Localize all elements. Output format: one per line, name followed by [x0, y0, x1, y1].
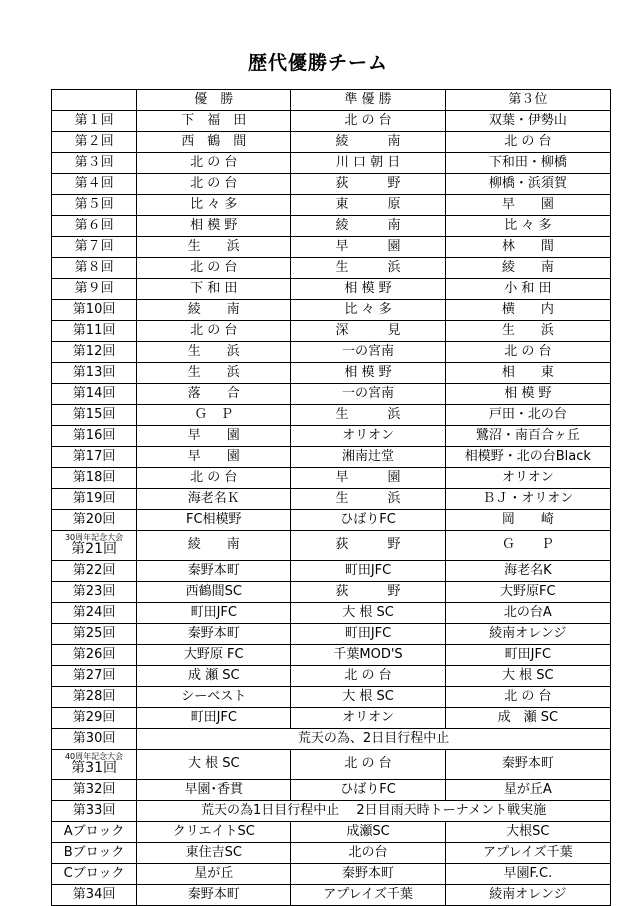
round-cell: [52, 750, 137, 780]
round-cell: 第33回: [52, 801, 137, 822]
runner-up-cell: 早 園: [291, 237, 445, 258]
runner-up-cell: アプレイズ千葉: [291, 885, 445, 906]
header-runner-up: 準 優 勝: [291, 90, 445, 111]
table-row: [52, 645, 611, 666]
table-row: [52, 687, 611, 708]
winner-cell: 早 園: [137, 426, 291, 447]
runner-up-cell: 比 々 多: [291, 300, 445, 321]
third-place-cell: 早 園: [445, 195, 610, 216]
third-place-cell: 鷺沼・南百合ヶ丘: [445, 426, 610, 447]
table-row: [52, 624, 611, 645]
runner-up-cell: 秦野本町: [291, 864, 445, 885]
table-row: [52, 801, 611, 822]
winner-cell: 下 福 田: [137, 111, 291, 132]
round-cell: 第34回: [52, 885, 137, 906]
round-cell: 第２回: [52, 132, 137, 153]
winner-cell: 北 の 台: [137, 153, 291, 174]
winner-cell: 町田JFC: [137, 603, 291, 624]
round-cell: 第20回: [52, 510, 137, 531]
round-cell: 第16回: [52, 426, 137, 447]
winner-cell: 秦野本町: [137, 885, 291, 906]
winner-cell: シーベスト: [137, 687, 291, 708]
winner-cell: 綾 南: [137, 300, 291, 321]
runner-up-cell: 荻 野: [291, 531, 445, 561]
merged-note-cell: 荒天の為1日目行程中止 2日目雨天時トーナメント戦実施: [137, 801, 611, 822]
table-row: [52, 468, 611, 489]
runner-up-cell: 荻 野: [291, 582, 445, 603]
runner-up-cell: 綾 南: [291, 132, 445, 153]
third-place-cell: 生 浜: [445, 321, 610, 342]
table-row: [52, 822, 611, 843]
winner-cell: 早園･香貫: [137, 780, 291, 801]
round-cell: 第17回: [52, 447, 137, 468]
table-row: [52, 237, 611, 258]
round-cell: 第11回: [52, 321, 137, 342]
runner-up-cell: 生 浜: [291, 405, 445, 426]
third-place-cell: 北の台A: [445, 603, 610, 624]
table-row: [52, 729, 611, 750]
runner-up-cell: 北 の 台: [291, 666, 445, 687]
table-row: [52, 384, 611, 405]
table-row: [52, 708, 611, 729]
runner-up-cell: 千葉MOD'S: [291, 645, 445, 666]
winner-cell: 北 の 台: [137, 258, 291, 279]
winner-cell: 北 の 台: [137, 468, 291, 489]
runner-up-cell: 川 口 朝 日: [291, 153, 445, 174]
runner-up-cell: 早 園: [291, 468, 445, 489]
third-place-cell: 海老名K: [445, 561, 610, 582]
winner-cell: 相 模 野: [137, 216, 291, 237]
table-row: [52, 780, 611, 801]
round-cell: 第12回: [52, 342, 137, 363]
runner-up-cell: 相 模 野: [291, 363, 445, 384]
table-row: [52, 405, 611, 426]
table-row: [52, 489, 611, 510]
runner-up-cell: 一の宮南: [291, 342, 445, 363]
third-place-cell: 大 根 SC: [445, 666, 610, 687]
round-cell: 第１回: [52, 111, 137, 132]
runner-up-cell: オリオン: [291, 708, 445, 729]
third-place-cell: 下和田・柳橋: [445, 153, 610, 174]
runner-up-cell: 綾 南: [291, 216, 445, 237]
runner-up-cell: オリオン: [291, 426, 445, 447]
table-row: [52, 195, 611, 216]
table-row: [52, 666, 611, 687]
runner-up-cell: 北 の 台: [291, 750, 445, 780]
round-cell: 第６回: [52, 216, 137, 237]
round-cell: 第25回: [52, 624, 137, 645]
winner-cell: 比 々 多: [137, 195, 291, 216]
table-row: [52, 603, 611, 624]
winner-cell: FC相模野: [137, 510, 291, 531]
header-row: [52, 90, 611, 111]
third-place-cell: 戸田・北の台: [445, 405, 610, 426]
round-cell: 第23回: [52, 582, 137, 603]
winner-cell: 西 鶴 間: [137, 132, 291, 153]
winner-cell: 北 の 台: [137, 174, 291, 195]
winner-cell: 下 和 田: [137, 279, 291, 300]
table-row: [52, 279, 611, 300]
winner-cell: 海老名Ｋ: [137, 489, 291, 510]
runner-up-cell: 相 模 野: [291, 279, 445, 300]
runner-up-cell: 北 の 台: [291, 111, 445, 132]
table-row: [52, 132, 611, 153]
runner-up-cell: 大 根 SC: [291, 603, 445, 624]
winner-cell: 生 浜: [137, 363, 291, 384]
header-round: [52, 90, 137, 111]
round-label: 第31回: [71, 759, 117, 776]
third-place-cell: 岡 崎: [445, 510, 610, 531]
round-cell: 第24回: [52, 603, 137, 624]
winner-cell: 生 浜: [137, 342, 291, 363]
winner-cell: 町田JFC: [137, 708, 291, 729]
round-cell: 第22回: [52, 561, 137, 582]
third-place-cell: 星が丘A: [445, 780, 610, 801]
round-cell: 第14回: [52, 384, 137, 405]
table-row: [52, 363, 611, 384]
round-cell: 第３回: [52, 153, 137, 174]
runner-up-cell: 湘南辻堂: [291, 447, 445, 468]
champions-table: [51, 89, 611, 906]
runner-up-cell: 町田JFC: [291, 561, 445, 582]
round-cell: 第７回: [52, 237, 137, 258]
third-place-cell: アプレイズ千葉: [445, 843, 610, 864]
third-place-cell: 小 和 田: [445, 279, 610, 300]
round-cell: 第10回: [52, 300, 137, 321]
round-cell: Aブロック: [52, 822, 137, 843]
third-place-cell: 綾 南: [445, 258, 610, 279]
runner-up-cell: 深 見: [291, 321, 445, 342]
third-place-cell: 綾南オレンジ: [445, 624, 610, 645]
anniversary-note: 40周年記念大会: [64, 751, 124, 761]
round-cell: 第27回: [52, 666, 137, 687]
round-cell: Bブロック: [52, 843, 137, 864]
round-cell: [52, 531, 137, 561]
third-place-cell: Ｇ Ｐ: [445, 531, 610, 561]
third-place-cell: 北 の 台: [445, 687, 610, 708]
runner-up-cell: 成瀬SC: [291, 822, 445, 843]
winner-cell: 秦野本町: [137, 624, 291, 645]
winner-cell: 早 園: [137, 447, 291, 468]
round-label: 第21回: [71, 540, 117, 557]
header-winner: 優 勝: [137, 90, 291, 111]
table-row: [52, 885, 611, 906]
runner-up-cell: 生 浜: [291, 258, 445, 279]
third-place-cell: 柳橋・浜須賀: [445, 174, 610, 195]
table-row: [52, 531, 611, 561]
winner-cell: 生 浜: [137, 237, 291, 258]
table-row: [52, 843, 611, 864]
table-row: [52, 864, 611, 885]
header-third: 第３位: [445, 90, 610, 111]
round-cell: 第28回: [52, 687, 137, 708]
runner-up-cell: 北の台: [291, 843, 445, 864]
round-cell: 第４回: [52, 174, 137, 195]
table-row: [52, 447, 611, 468]
round-cell: 第26回: [52, 645, 137, 666]
winner-cell: 大野原 FC: [137, 645, 291, 666]
third-place-cell: 綾南オレンジ: [445, 885, 610, 906]
table-row: [52, 111, 611, 132]
table-row: [52, 426, 611, 447]
winner-cell: 大 根 SC: [137, 750, 291, 780]
runner-up-cell: 大 根 SC: [291, 687, 445, 708]
table-row: [52, 258, 611, 279]
third-place-cell: 早園F.C.: [445, 864, 610, 885]
third-place-cell: 比 々 多: [445, 216, 610, 237]
page-title: 歴代優勝チーム: [247, 52, 388, 74]
round-cell: Cブロック: [52, 864, 137, 885]
third-place-cell: 相 模 野: [445, 384, 610, 405]
third-place-cell: 北 の 台: [445, 342, 610, 363]
anniversary-note: 30周年記念大会: [64, 532, 124, 542]
third-place-cell: 林 間: [445, 237, 610, 258]
third-place-cell: 町田JFC: [445, 645, 610, 666]
round-cell: 第29回: [52, 708, 137, 729]
runner-up-cell: 町田JFC: [291, 624, 445, 645]
third-place-cell: 横 内: [445, 300, 610, 321]
merged-note-cell: 荒天の為、2日目行程中止: [137, 729, 611, 750]
round-cell: 第８回: [52, 258, 137, 279]
table-row: [52, 216, 611, 237]
round-cell: 第15回: [52, 405, 137, 426]
table-row: [52, 174, 611, 195]
runner-up-cell: 一の宮南: [291, 384, 445, 405]
table-row: [52, 561, 611, 582]
winner-cell: 綾 南: [137, 531, 291, 561]
table-body: [52, 111, 611, 906]
runner-up-cell: ひばりFC: [291, 510, 445, 531]
winner-cell: 秦野本町: [137, 561, 291, 582]
third-place-cell: 秦野本町: [445, 750, 610, 780]
third-place-cell: 双葉・伊勢山: [445, 111, 610, 132]
winner-cell: Ｇ Ｐ: [137, 405, 291, 426]
winner-cell: 西鶴間SC: [137, 582, 291, 603]
table-row: [52, 321, 611, 342]
third-place-cell: オリオン: [445, 468, 610, 489]
third-place-cell: 北 の 台: [445, 132, 610, 153]
third-place-cell: 相 東: [445, 363, 610, 384]
winner-cell: 東住吉SC: [137, 843, 291, 864]
third-place-cell: 大野原FC: [445, 582, 610, 603]
round-cell: 第30回: [52, 729, 137, 750]
winner-cell: クリエイトSC: [137, 822, 291, 843]
runner-up-cell: 荻 野: [291, 174, 445, 195]
round-cell: 第32回: [52, 780, 137, 801]
runner-up-cell: 生 浜: [291, 489, 445, 510]
table-row: [52, 153, 611, 174]
third-place-cell: 相模野・北の台Black: [445, 447, 610, 468]
table-row: [52, 750, 611, 780]
winner-cell: 星が丘: [137, 864, 291, 885]
table-row: [52, 510, 611, 531]
round-cell: 第18回: [52, 468, 137, 489]
winner-cell: 落 合: [137, 384, 291, 405]
table-row: [52, 582, 611, 603]
round-cell: 第５回: [52, 195, 137, 216]
third-place-cell: 成 瀬 SC: [445, 708, 610, 729]
third-place-cell: ＢＪ・オリオン: [445, 489, 610, 510]
winner-cell: 成 瀬 SC: [137, 666, 291, 687]
runner-up-cell: 東 原: [291, 195, 445, 216]
runner-up-cell: ひばりFC: [291, 780, 445, 801]
table-row: [52, 300, 611, 321]
third-place-cell: 大根SC: [445, 822, 610, 843]
round-cell: 第９回: [52, 279, 137, 300]
round-cell: 第19回: [52, 489, 137, 510]
table-row: [52, 342, 611, 363]
winner-cell: 北 の 台: [137, 321, 291, 342]
round-cell: 第13回: [52, 363, 137, 384]
